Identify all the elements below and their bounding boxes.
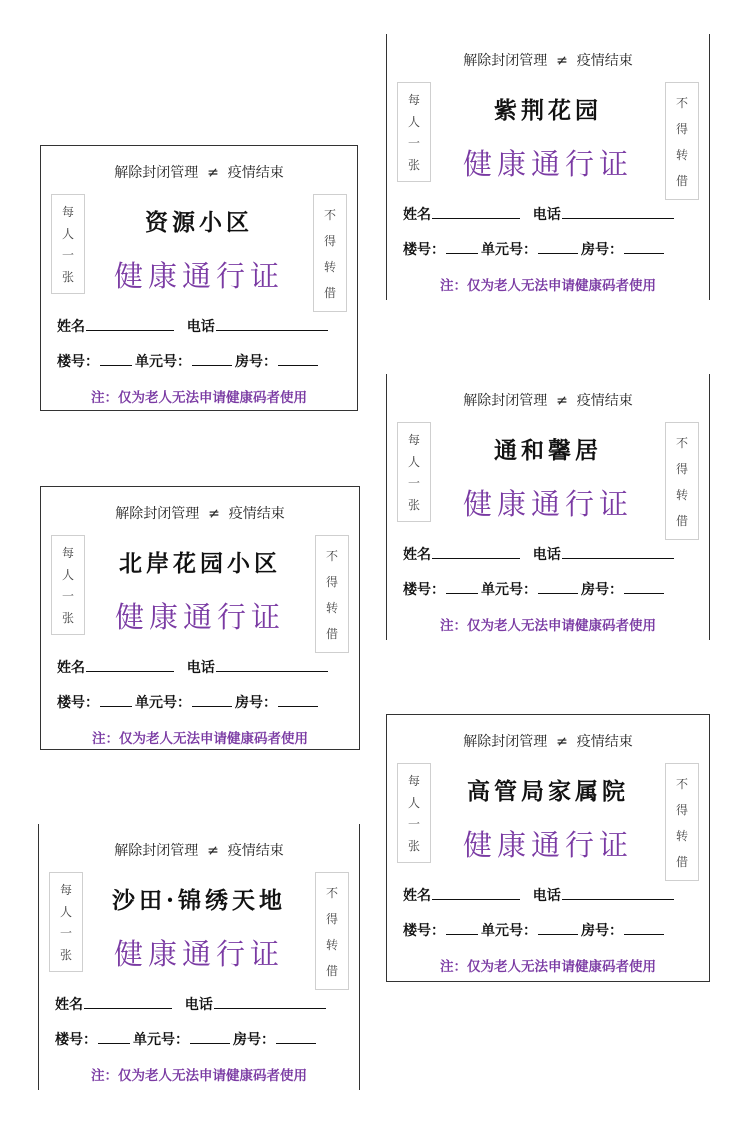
stamp-char: 每 <box>61 205 74 220</box>
left-stamp <box>397 763 431 863</box>
stamp-char: 一 <box>407 136 420 151</box>
pass-title: 健康通行证 <box>462 147 633 181</box>
building-field[interactable] <box>446 581 478 594</box>
card-header: 解除封闭管理 ≠ 疫情结束 <box>463 53 633 69</box>
name-phone-row <box>57 316 331 336</box>
community-name: 高管局家属院 <box>467 778 629 805</box>
stamp-char: 每 <box>407 774 420 789</box>
building-label: 楼号： <box>55 1032 97 1048</box>
unit-field[interactable] <box>192 694 232 707</box>
name-phone-row <box>57 657 331 677</box>
stamp-char: 人 <box>61 567 74 582</box>
left-stamp <box>397 422 431 522</box>
room-label: 房号： <box>235 695 277 711</box>
building-field[interactable] <box>446 922 478 935</box>
phone-label: 电话 <box>523 207 561 223</box>
room-label: 房号： <box>581 582 623 598</box>
stamp-char: 借 <box>323 285 336 300</box>
name-field[interactable] <box>432 546 520 559</box>
health-pass-card <box>386 714 710 982</box>
stamp-char: 得 <box>675 802 688 817</box>
address-row <box>403 920 667 940</box>
stamp-char: 转 <box>325 937 338 952</box>
left-stamp <box>51 194 85 294</box>
name-field[interactable] <box>84 996 172 1009</box>
name-label: 姓名 <box>403 547 431 563</box>
stamp-char: 借 <box>325 963 338 978</box>
pass-title: 健康通行证 <box>114 600 285 634</box>
left-stamp <box>51 535 85 635</box>
stamp-char: 借 <box>325 626 338 641</box>
address-row <box>55 1029 319 1049</box>
address-row <box>403 239 667 259</box>
health-pass-card <box>386 374 710 640</box>
community-name: 紫荆花园 <box>494 97 602 124</box>
building-label: 楼号： <box>403 242 445 258</box>
stamp-char: 每 <box>407 433 420 448</box>
phone-label: 电话 <box>523 547 561 563</box>
stamp-char: 借 <box>675 513 688 528</box>
room-field[interactable] <box>624 922 664 935</box>
stamp-char: 一 <box>61 248 74 263</box>
stamp-char: 不 <box>323 207 336 222</box>
left-stamp <box>397 82 431 182</box>
right-stamp <box>315 535 349 653</box>
stamp-char: 转 <box>325 600 338 615</box>
stamp-char: 不 <box>325 548 338 563</box>
room-field[interactable] <box>278 353 318 366</box>
left-stamp <box>49 872 83 972</box>
unit-label: 单元号： <box>481 242 537 258</box>
right-stamp <box>665 422 699 540</box>
stamp-char: 转 <box>323 259 336 274</box>
unit-field[interactable] <box>538 241 578 254</box>
stamp-char: 人 <box>407 795 420 810</box>
unit-field[interactable] <box>538 922 578 935</box>
stamp-char: 每 <box>59 883 72 898</box>
stamp-char: 人 <box>61 226 74 241</box>
community-name: 资源小区 <box>145 209 253 236</box>
building-label: 楼号： <box>403 923 445 939</box>
building-field[interactable] <box>100 694 132 707</box>
stamp-char: 张 <box>61 610 74 625</box>
room-label: 房号： <box>581 242 623 258</box>
building-field[interactable] <box>100 353 132 366</box>
stamp-char: 人 <box>59 904 72 919</box>
building-label: 楼号： <box>403 582 445 598</box>
name-field[interactable] <box>432 887 520 900</box>
name-label: 姓名 <box>57 660 85 676</box>
building-field[interactable] <box>446 241 478 254</box>
pass-title: 健康通行证 <box>462 487 633 521</box>
name-phone-row <box>55 994 329 1014</box>
stamp-char: 一 <box>61 589 74 604</box>
stamp-char: 转 <box>675 828 688 843</box>
phone-field[interactable] <box>562 887 674 900</box>
card-header: 解除封闭管理 ≠ 疫情结束 <box>115 506 285 522</box>
card-header: 解除封闭管理 ≠ 疫情结束 <box>114 165 284 181</box>
health-pass-card <box>40 145 358 411</box>
community-name: 北岸花园小区 <box>119 550 281 577</box>
phone-label: 电话 <box>177 660 215 676</box>
phone-field[interactable] <box>216 659 328 672</box>
name-phone-row <box>403 204 677 224</box>
stamp-char: 借 <box>675 854 688 869</box>
phone-field[interactable] <box>216 318 328 331</box>
unit-label: 单元号： <box>135 695 191 711</box>
pass-title: 健康通行证 <box>113 937 284 971</box>
stamp-char: 张 <box>407 838 420 853</box>
community-name: 通和馨居 <box>494 437 602 464</box>
unit-field[interactable] <box>192 353 232 366</box>
pass-title: 健康通行证 <box>462 828 633 862</box>
pass-title: 健康通行证 <box>113 259 284 293</box>
usage-note: 注：仅为老人无法申请健康码者使用 <box>440 618 656 634</box>
name-field[interactable] <box>432 206 520 219</box>
community-name: 沙田·锦绣天地 <box>111 887 286 914</box>
stamp-char: 得 <box>675 121 688 136</box>
card-header: 解除封闭管理 ≠ 疫情结束 <box>114 843 284 859</box>
stamp-char: 不 <box>325 885 338 900</box>
stamp-char: 张 <box>407 497 420 512</box>
phone-field[interactable] <box>214 996 326 1009</box>
room-label: 房号： <box>233 1032 275 1048</box>
stamp-char: 不 <box>675 435 688 450</box>
usage-note: 注：仅为老人无法申请健康码者使用 <box>92 731 308 747</box>
name-field[interactable] <box>86 318 174 331</box>
room-label: 房号： <box>235 354 277 370</box>
stamp-char: 不 <box>675 776 688 791</box>
phone-field[interactable] <box>562 546 674 559</box>
usage-note: 注：仅为老人无法申请健康码者使用 <box>440 959 656 975</box>
name-phone-row <box>403 885 677 905</box>
usage-note: 注：仅为老人无法申请健康码者使用 <box>91 390 307 406</box>
building-label: 楼号： <box>57 354 99 370</box>
room-label: 房号： <box>581 923 623 939</box>
name-label: 姓名 <box>403 207 431 223</box>
address-row <box>57 351 321 371</box>
room-field[interactable] <box>276 1031 316 1044</box>
unit-label: 单元号： <box>481 923 537 939</box>
room-field[interactable] <box>278 694 318 707</box>
name-label: 姓名 <box>55 997 83 1013</box>
stamp-char: 得 <box>325 574 338 589</box>
right-stamp <box>313 194 347 312</box>
health-pass-card <box>386 34 710 300</box>
room-field[interactable] <box>624 241 664 254</box>
address-row <box>403 579 667 599</box>
stamp-char: 不 <box>675 95 688 110</box>
name-phone-row <box>403 544 677 564</box>
stamp-char: 得 <box>323 233 336 248</box>
stamp-char: 得 <box>325 911 338 926</box>
stamp-char: 一 <box>59 926 72 941</box>
stamp-char: 一 <box>407 817 420 832</box>
unit-label: 单元号： <box>481 582 537 598</box>
usage-note: 注：仅为老人无法申请健康码者使用 <box>91 1068 307 1084</box>
name-label: 姓名 <box>403 888 431 904</box>
phone-label: 电话 <box>175 997 213 1013</box>
stamp-char: 张 <box>61 269 74 284</box>
building-field[interactable] <box>98 1031 130 1044</box>
name-label: 姓名 <box>57 319 85 335</box>
name-field[interactable] <box>86 659 174 672</box>
health-pass-card <box>40 486 360 750</box>
building-label: 楼号： <box>57 695 99 711</box>
stamp-char: 借 <box>675 173 688 188</box>
right-stamp <box>665 763 699 881</box>
stamp-char: 张 <box>407 157 420 172</box>
stamp-char: 转 <box>675 487 688 502</box>
usage-note: 注：仅为老人无法申请健康码者使用 <box>440 278 656 294</box>
stamp-char: 得 <box>675 461 688 476</box>
phone-field[interactable] <box>562 206 674 219</box>
phone-label: 电话 <box>523 888 561 904</box>
health-pass-card <box>38 824 360 1090</box>
stamp-char: 一 <box>407 476 420 491</box>
stamp-char: 人 <box>407 114 420 129</box>
stamp-char: 每 <box>407 93 420 108</box>
card-header: 解除封闭管理 ≠ 疫情结束 <box>463 393 633 409</box>
unit-field[interactable] <box>538 581 578 594</box>
phone-label: 电话 <box>177 319 215 335</box>
address-row <box>57 692 321 712</box>
unit-label: 单元号： <box>133 1032 189 1048</box>
room-field[interactable] <box>624 581 664 594</box>
stamp-char: 转 <box>675 147 688 162</box>
right-stamp <box>315 872 349 990</box>
stamp-char: 每 <box>61 546 74 561</box>
right-stamp <box>665 82 699 200</box>
stamp-char: 人 <box>407 454 420 469</box>
stamp-char: 张 <box>59 947 72 962</box>
unit-field[interactable] <box>190 1031 230 1044</box>
unit-label: 单元号： <box>135 354 191 370</box>
card-header: 解除封闭管理 ≠ 疫情结束 <box>463 734 633 750</box>
